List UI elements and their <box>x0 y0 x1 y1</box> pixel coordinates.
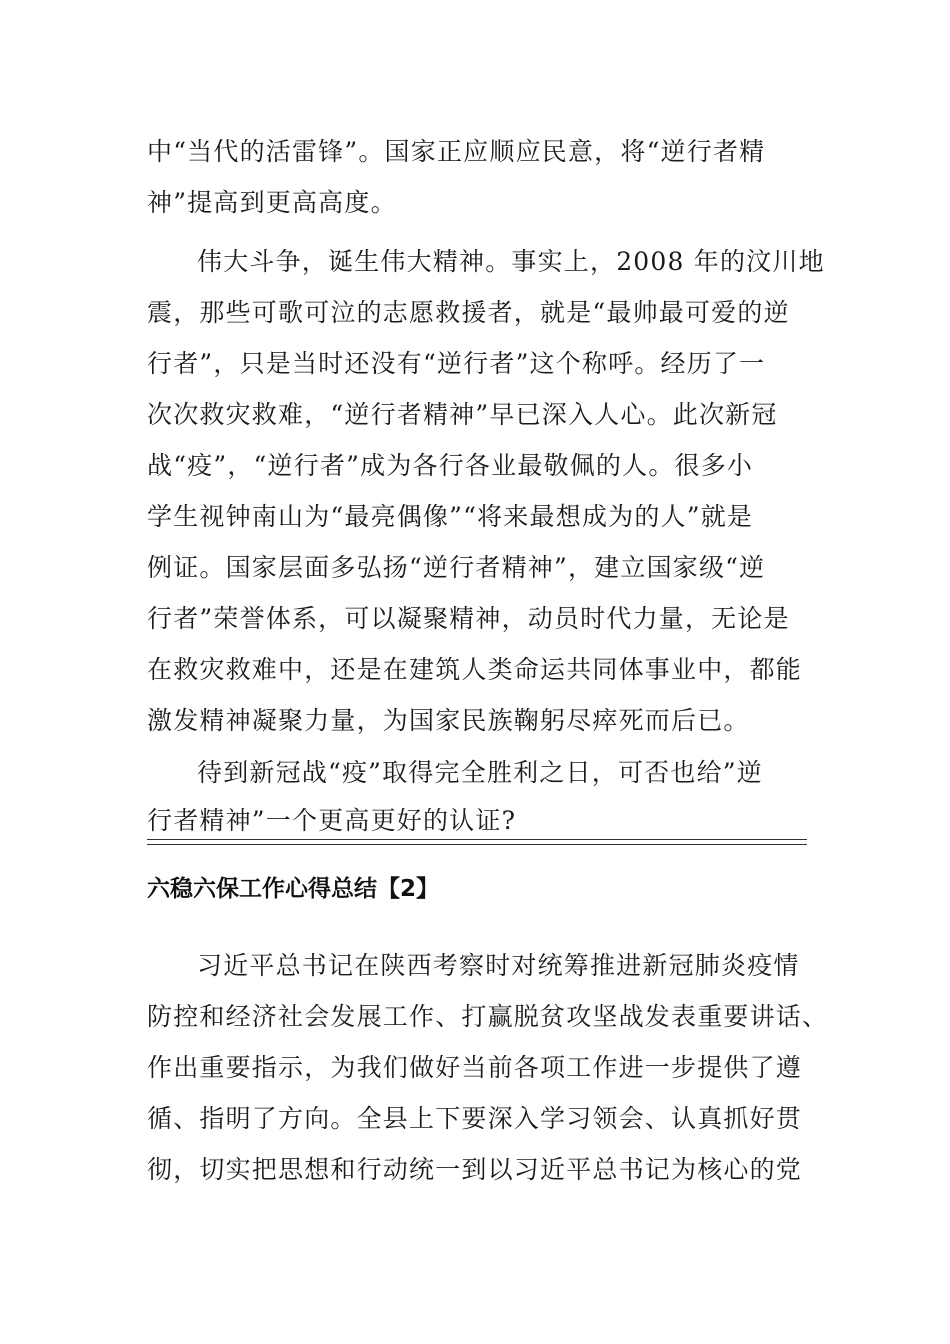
paragraph-line: 行者”荣誉体系，可以凝聚精神，动员时代力量，无论是 <box>147 604 790 633</box>
paragraph-line: 彻，切实把思想和行动统一到以习近平总书记为核心的党 <box>147 1155 803 1184</box>
paragraph-line: 行者”，只是当时还没有“逆行者”这个称呼。经历了一 <box>147 349 766 378</box>
paragraph-line: 防控和经济社会发展工作、打赢脱贫攻坚战发表重要讲话、 <box>147 1002 829 1031</box>
section-heading: 六稳六保工作心得总结【2】 <box>147 876 440 902</box>
paragraph-line: 习近平总书记在陕西考察时对统筹推进新冠肺炎疫情 <box>197 951 800 980</box>
paragraph-line: 震，那些可歌可泣的志愿救援者，就是“最帅最可爱的逆 <box>147 298 790 327</box>
paragraph-line: 伟大斗争，诞生伟大精神。事实上，2008 年的汶川地 <box>197 247 825 276</box>
paragraph-line: 次次救灾救难，“逆行者精神”早已深入人心。此次新冠 <box>147 400 778 429</box>
paragraph-line: 中“当代的活雷锋”。国家正应顺应民意，将“逆行者精 <box>147 137 766 166</box>
section-divider <box>147 839 807 845</box>
paragraph-line: 作出重要指示，为我们做好当前各项工作进一步提供了遵 <box>147 1053 803 1082</box>
paragraph-line: 神”提高到更高高度。 <box>147 188 397 217</box>
paragraph-line: 战“疫”，“逆行者”成为各行各业最敬佩的人。很多小 <box>147 451 754 480</box>
paragraph-line: 学生视钟南山为“最亮偶像”“将来最想成为的人”就是 <box>147 502 754 531</box>
paragraph-line: 在救灾救难中，还是在建筑人类命运共同体事业中，都能 <box>147 655 803 684</box>
paragraph-line: 激发精神凝聚力量，为国家民族鞠躬尽瘁死而后已。 <box>147 706 750 735</box>
paragraph-line: 例证。国家层面多弘扬“逆行者精神”，建立国家级“逆 <box>147 553 766 582</box>
paragraph-line: 行者精神”一个更高更好的认证? <box>147 806 517 835</box>
paragraph-line: 待到新冠战“疫”取得完全胜利之日，可否也给”逆 <box>197 758 763 787</box>
paragraph-line: 循、指明了方向。全县上下要深入学习领会、认真抓好贯 <box>147 1104 803 1133</box>
